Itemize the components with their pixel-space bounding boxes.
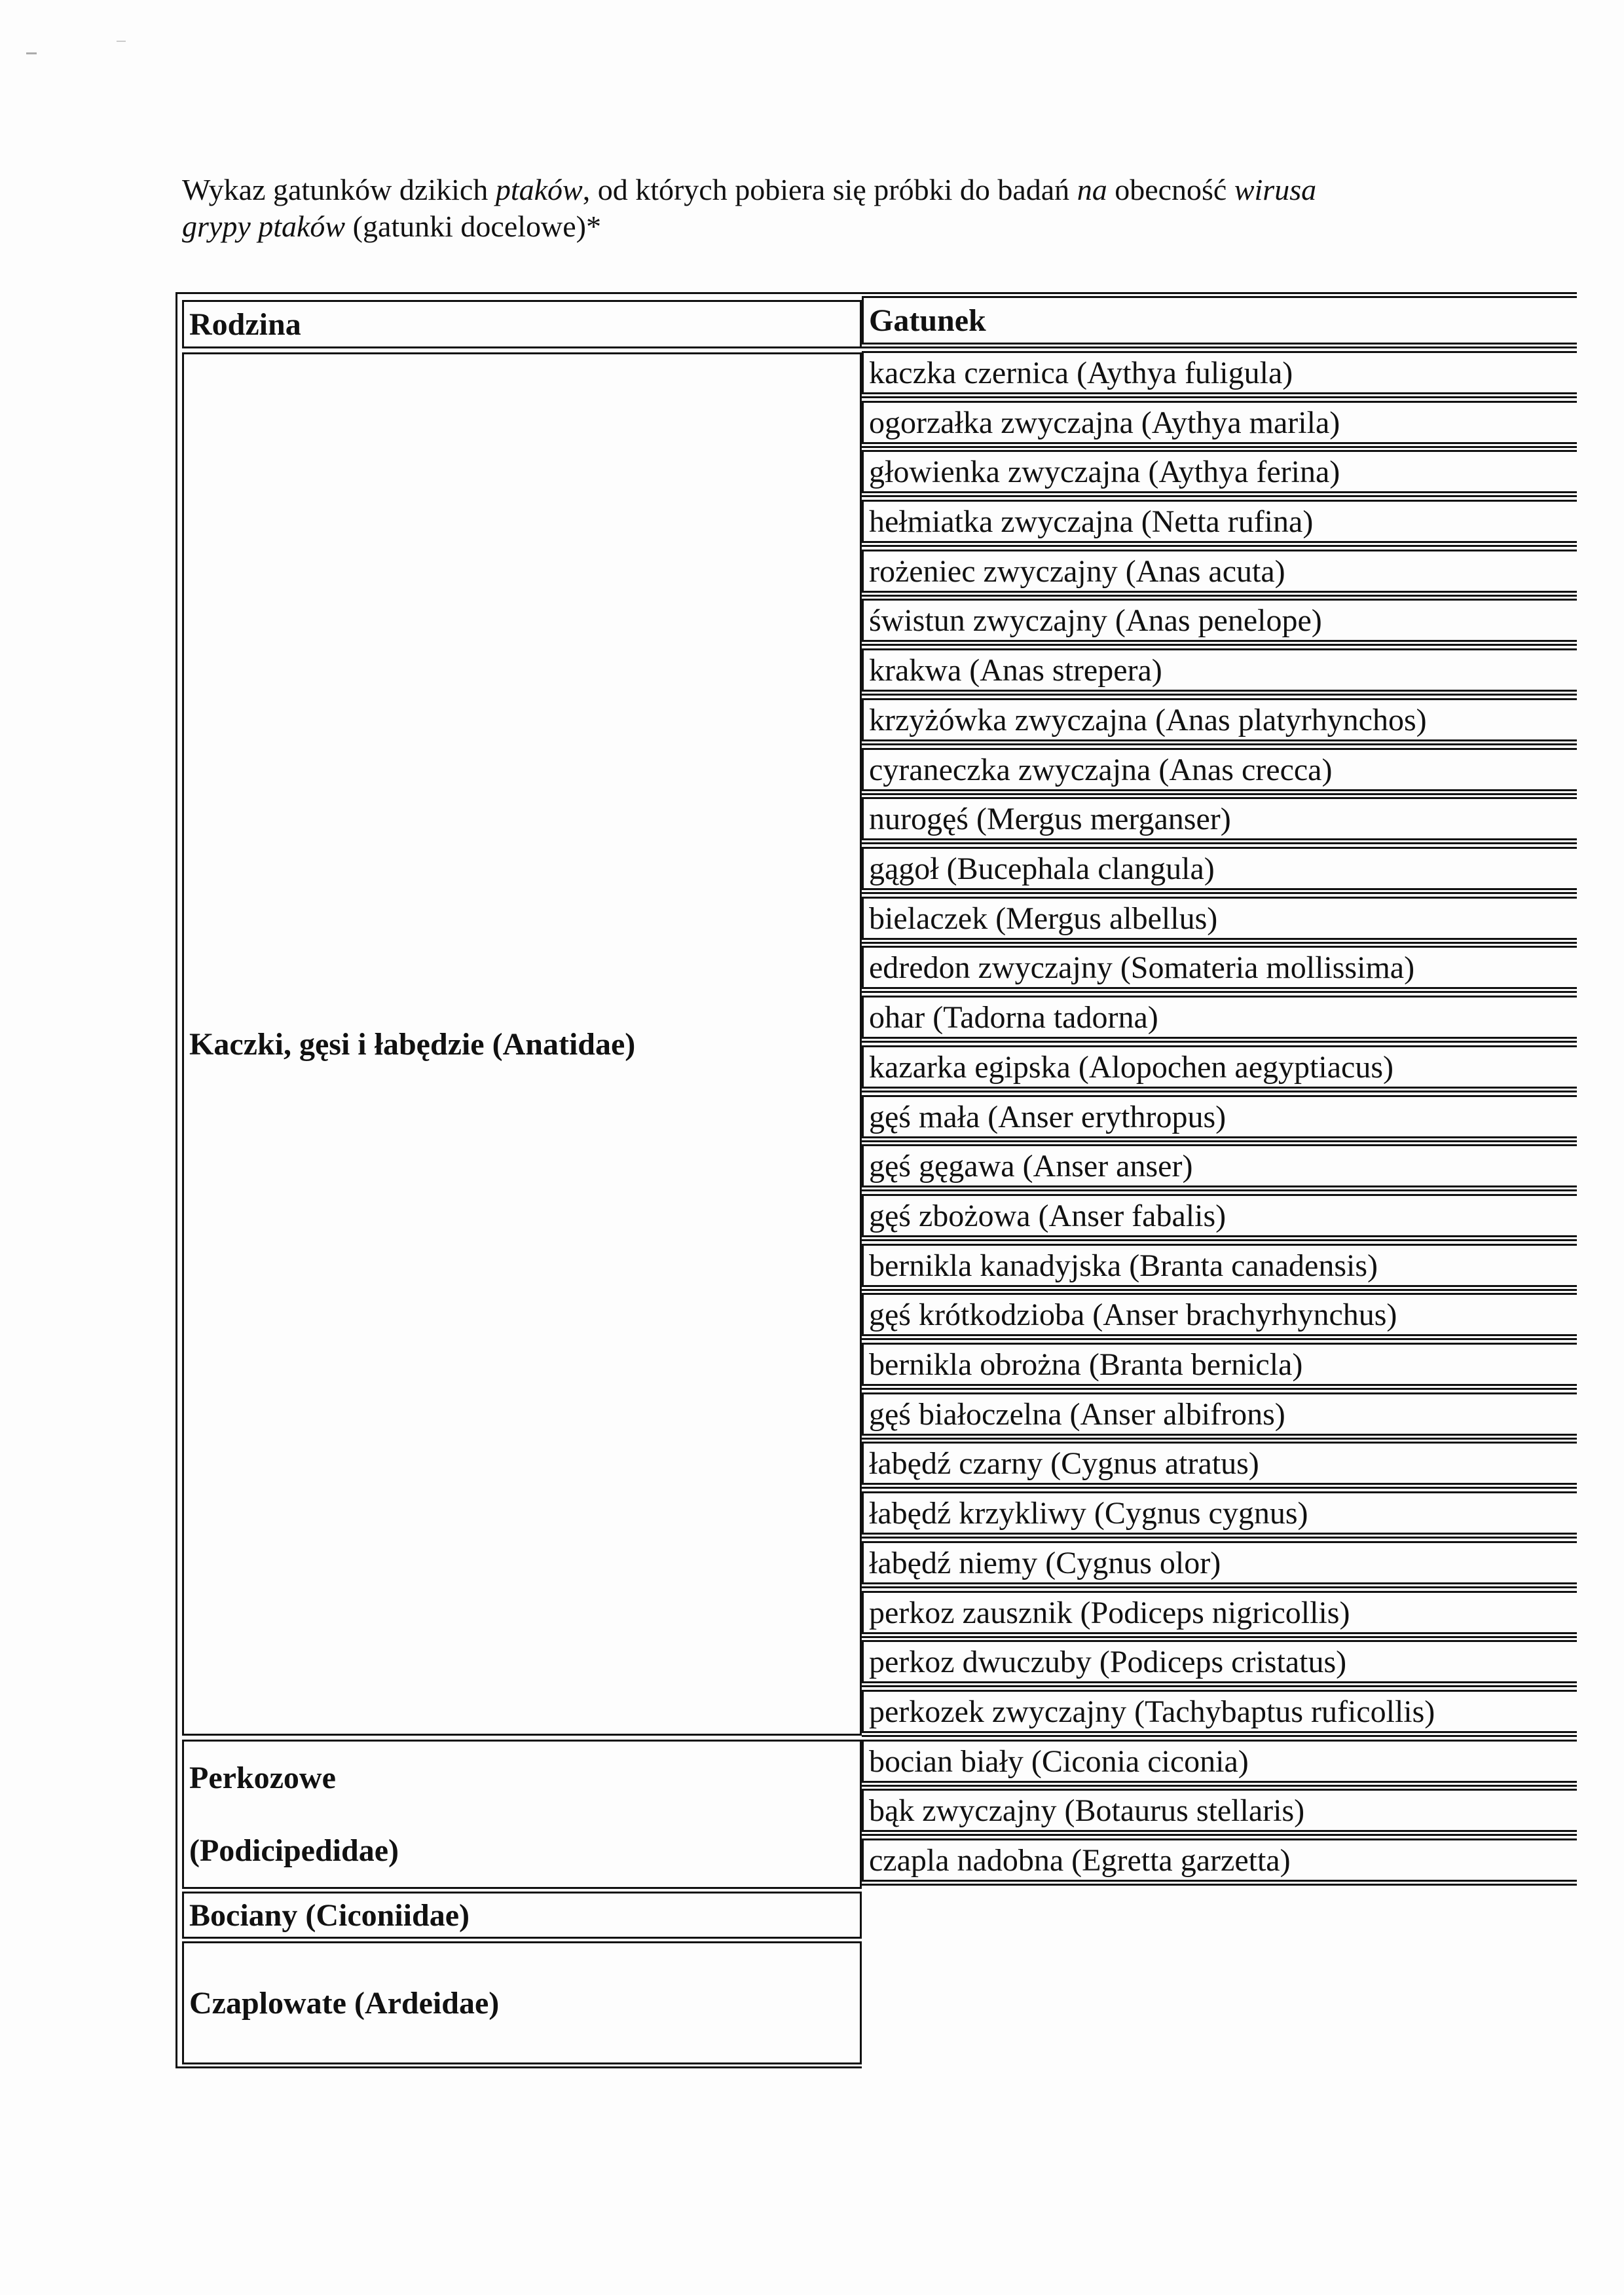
species-row <box>862 1541 1577 1584</box>
species-row <box>862 1392 1577 1436</box>
species-name: łabędź niemy (Cygnus olor) <box>869 1545 1221 1580</box>
species-name: cyraneczka zwyczajna (Anas crecca) <box>869 752 1333 787</box>
species-row <box>862 1789 1577 1832</box>
species-name: bielaczek (Mergus albellus) <box>869 901 1218 936</box>
species-name: rożeniec zwyczajny (Anas acuta) <box>869 553 1285 589</box>
species-row <box>862 1591 1577 1634</box>
species-name: edredon zwyczajny (Somateria mollissima) <box>869 950 1415 985</box>
species-name: kaczka czernica (Aythya fuligula) <box>869 355 1293 390</box>
table-border-bottom <box>175 2066 862 2068</box>
species-name: bernikla obrożna (Branta bernicla) <box>869 1347 1303 1382</box>
header-species: Gatunek <box>862 296 1577 345</box>
species-row <box>862 1144 1577 1187</box>
species-name: łabędź krzykliwy (Cygnus cygnus) <box>869 1495 1308 1531</box>
species-row <box>862 1442 1577 1485</box>
species-name: gęś krótkodzioba (Anser brachyrhynchus) <box>869 1297 1397 1332</box>
species-name: bocian biały (Ciconia ciconia) <box>869 1744 1249 1779</box>
species-row <box>862 847 1577 890</box>
family-cell-ciconiidae: Bociany (Ciconiidae) <box>182 1892 862 1939</box>
family-cell-ardeidae: Czaplowate (Ardeidae) <box>182 1941 862 2064</box>
species-name: nurogęś (Mergus merganser) <box>869 801 1231 836</box>
species-name: gągoł (Bucephala clangula) <box>869 851 1215 886</box>
species-row <box>862 450 1577 493</box>
species-row <box>862 1640 1577 1683</box>
species-row <box>862 1838 1577 1882</box>
family-cell-podicipedidae: Perkozowe (Podicipedidae) <box>182 1740 862 1889</box>
species-name: krakwa (Anas strepera) <box>869 652 1162 688</box>
species-row <box>862 1194 1577 1237</box>
species-name: łabędź czarny (Cygnus atratus) <box>869 1446 1259 1481</box>
species-row <box>862 1343 1577 1386</box>
species-row <box>862 897 1577 940</box>
species-row <box>862 500 1577 543</box>
species-row <box>862 946 1577 989</box>
species-name: kazarka egipska (Alopochen aegyptiacus) <box>869 1049 1393 1085</box>
species-name: krzyżówka zwyczajna (Anas platyrhynchos) <box>869 702 1427 737</box>
species-row <box>862 599 1577 642</box>
species-name: gęś białoczelna (Anser albifrons) <box>869 1396 1285 1432</box>
table-border-top <box>175 292 1577 294</box>
species-row <box>862 1244 1577 1287</box>
species-name: ohar (Tadorna tadorna) <box>869 999 1158 1035</box>
species-name: perkoz dwuczuby (Podiceps cristatus) <box>869 1644 1347 1679</box>
species-row <box>862 1740 1577 1783</box>
species-name: perkozek zwyczajny (Tachybaptus ruficollis) <box>869 1694 1435 1729</box>
species-row <box>862 351 1577 394</box>
species-name: głowienka zwyczajna (Aythya ferina) <box>869 454 1340 489</box>
species-row <box>862 748 1577 791</box>
species-name: czapla nadobna (Egretta garzetta) <box>869 1842 1291 1878</box>
species-name: bernikla kanadyjska (Branta canadensis) <box>869 1248 1378 1283</box>
table-border-left <box>175 292 177 2068</box>
species-name: bąk zwyczajny (Botaurus stellaris) <box>869 1793 1305 1828</box>
species-row <box>862 1095 1577 1138</box>
scan-artifact <box>117 41 126 42</box>
species-row <box>862 1690 1577 1733</box>
intro-line-2: grypy ptaków (gatunki docelowe)* <box>182 210 601 243</box>
family-cell-anatidae: Kaczki, gęsi i łabędzie (Anatidae) <box>182 352 862 1736</box>
species-name: świstun zwyczajny (Anas penelope) <box>869 603 1322 638</box>
species-name: gęś mała (Anser erythropus) <box>869 1099 1227 1134</box>
intro-paragraph <box>182 172 1492 245</box>
species-row <box>862 550 1577 593</box>
species-row <box>862 1293 1577 1336</box>
scan-artifact <box>26 52 37 54</box>
header-family: Rodzina <box>182 300 862 348</box>
species-name: gęś gęgawa (Anser anser) <box>869 1148 1193 1184</box>
species-name: gęś zbożowa (Anser fabalis) <box>869 1198 1227 1233</box>
species-name: ogorzałka zwyczajna (Aythya marila) <box>869 405 1340 440</box>
intro-line-1: Wykaz gatunków dzikich ptaków, od których pobiera się próbki do badań na obecność wirusa <box>182 173 1317 206</box>
species-row <box>862 1045 1577 1089</box>
species-row <box>862 797 1577 840</box>
species-row <box>862 401 1577 444</box>
species-name: perkoz zausznik (Podiceps nigricollis) <box>869 1595 1350 1630</box>
species-row <box>862 1491 1577 1535</box>
species-name: hełmiatka zwyczajna (Netta rufina) <box>869 504 1314 539</box>
species-row <box>862 648 1577 692</box>
species-row <box>862 996 1577 1039</box>
species-row <box>862 698 1577 741</box>
species-table <box>175 292 1577 2068</box>
